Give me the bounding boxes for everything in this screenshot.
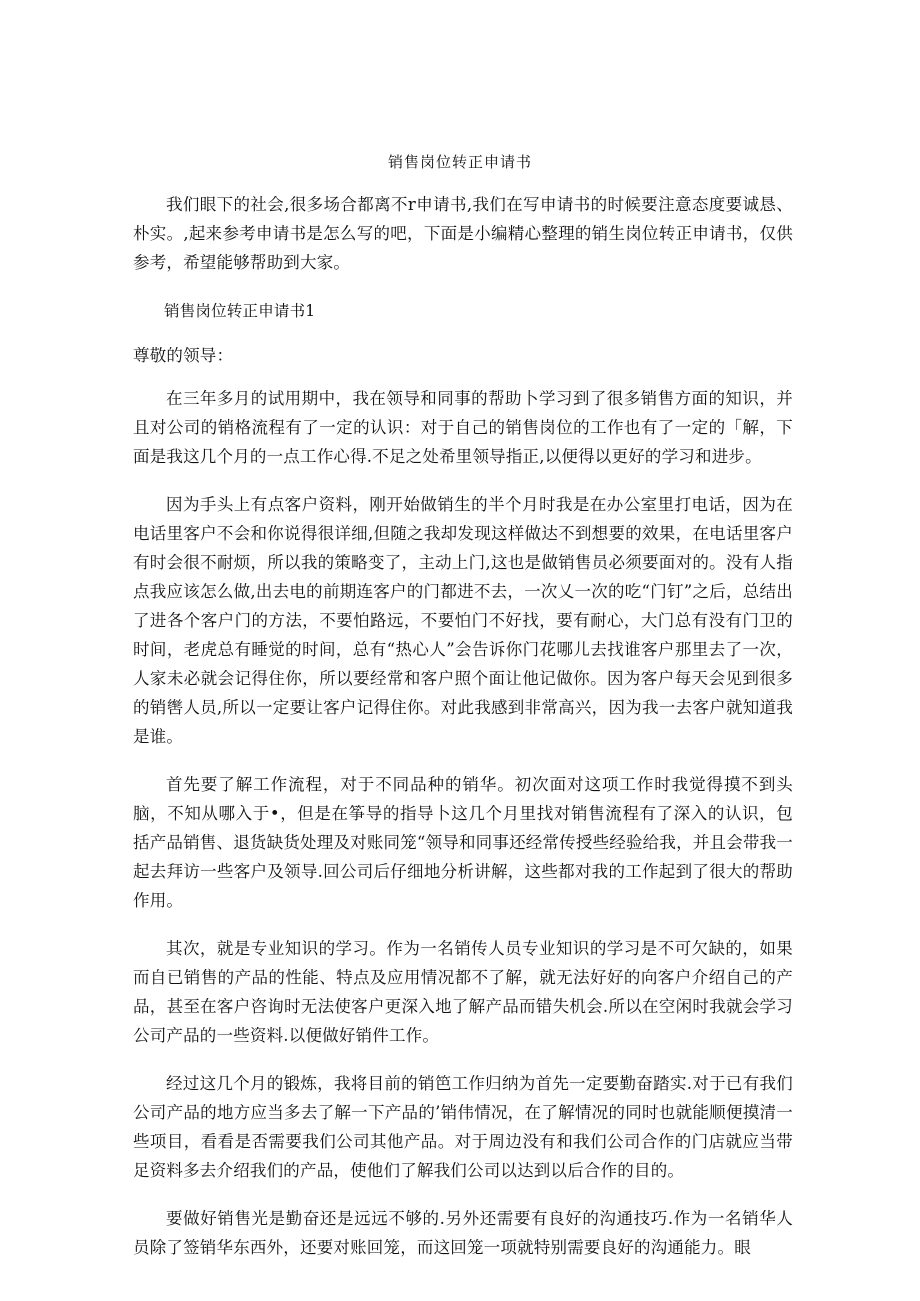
section-subtitle: 销售岗位转正申请书1	[164, 302, 316, 320]
body-paragraph: 经过这几个月的锻炼，我将目前的销笆工作归纳为首先一定要勤奋踏实.对于已有我们公司产品的地方应当多去了解一下产品的’销伟情况，在了解情况的同时也就能顺便摸清一些项目，看看是否需要我们公司其他产品。对于周边没有和我们公司合作的门店就应当带足资料多去介绍我们的产品，使他们了解我们公司以达到以后合作的目的。	[133, 1074, 793, 1180]
intro-paragraph: 我们眼下的社会,很多场合都离不r申请书,我们在写申请书的时候要注意态度要诚恳、朴实。,起来参考申请书是怎么写的吧，下面是小编精心整理的销生岗位转正申请书，仅供参考，希望能够帮助到大家。	[133, 195, 793, 272]
body-paragraph: 其次，就是专业知识的学习。作为一名销传人员专业知识的学习是不可欠缺的，如果而自已销售的产品的性能、特点及应用情况都不了解，就无法好好的向客户介绍自己的产品，甚至在客户咨询时无法使客户更深入地了解产品而错失机会.所以在空闲时我就会学习公司产品的一些资料.以便做好销件工作。	[133, 939, 793, 1045]
body-paragraph: 在三年多月的试用期中，我在领导和同事的帮助卜学习到了很多销售方面的知识，并且对公司的销格流程有了一定的认识：对于自己的销售岗位的工作也有了一定的「解，下面是我这几个月的一点工作心得.不足之处希里领导指正,以便得以更好的学习和进步。	[133, 389, 793, 466]
salutation: 尊敬的领导：	[133, 346, 234, 365]
document-body	[133, 190, 793, 1281]
document-title: 销售岗位转正申请书	[387, 153, 532, 171]
body-paragraph: 要做好销售光是勤奋还是远远不够的.另外还需要有良好的沟通技巧.作为一名销华人员除了签销华东西外，还要对账回笼，而这回笼一项就特别需要良好的沟通能力。眼	[133, 1209, 793, 1257]
body-paragraph: 首先要了解工作流程，对于不同品种的销华。初次面对这项工作时我觉得摸不到头脑，不知从哪入于•，但是在筝导的指导卜这几个月里找对销售流程有了深入的认识，包括产品销售、退货缺货处理及对账同笼“领导和同事还经常传授些经验给我，并且会带我一起去拜访一些客户及领导.回公司后仔细地分析讲解，这些都对我的工作起到了很大的帮助作用。	[133, 775, 793, 910]
body-paragraph: 因为手头上有点客户资料，刚开始做销生的半个月时我是在办公室里打电话，因为在电话里客户不会和你说得很详细,但随之我却发现这样做达不到想要的效果，在电话里客户有时会很不耐烦，所以我的策略变了，主动上门,这也是做销售员必须要面对的。没有人指点我应该怎么做,出去电的前期连客户的门都进不去，一次乂一次的吃“门钉”之后，总结出了进各个客户门的方法，不要怕路远，不要怕门不好找，要有耐心，大门总有没有门卫的时间，老虎总有睡觉的时间，总有“热心人”会告诉你门花哪儿去找谁客户那里去了一次，人家未必就会记得住你，所以要经常和客户照个面让他记做你。因为客户每天会见到很多的销辔人员,所以一定要让客户记得住你。对此我感到非常高兴，因为我一去客户就知道我是谁。	[133, 495, 793, 746]
